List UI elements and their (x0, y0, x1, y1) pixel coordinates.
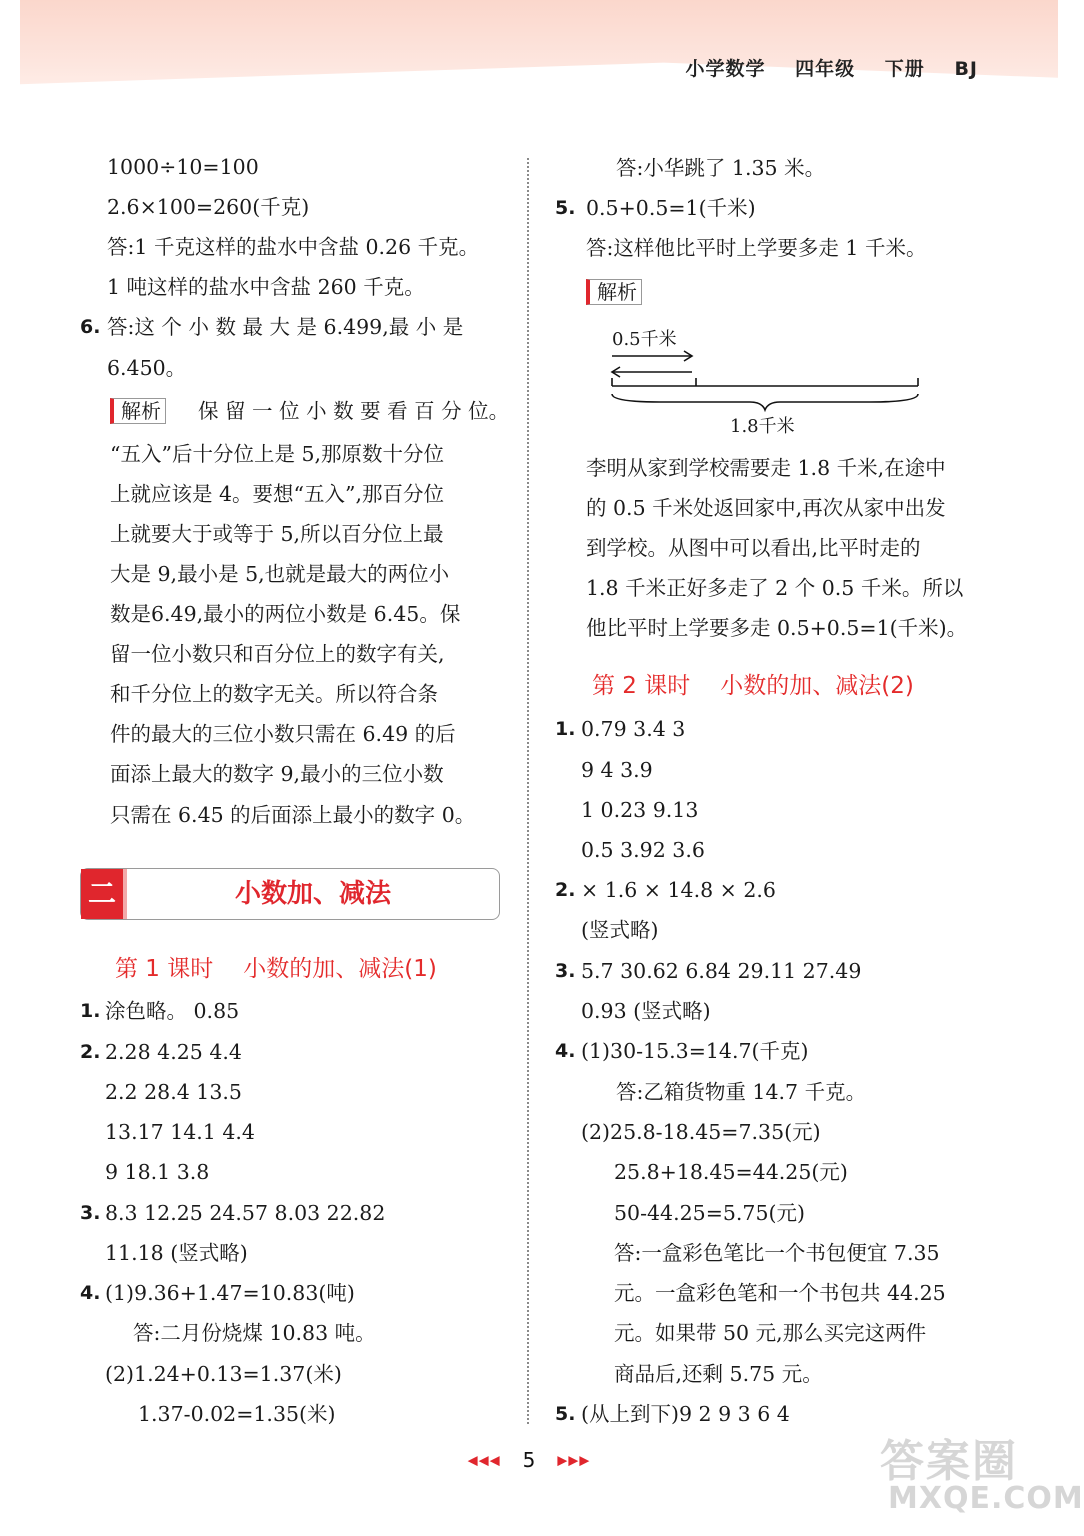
answer-line: 元。一盒彩色笔和一个书包共 44.25 (614, 1281, 946, 1305)
answer-line: 答:这 个 小 数 最 大 是 6.499,最 小 是 (107, 315, 464, 339)
answer-line: (1)30-15.3=14.7(千克) (581, 1039, 809, 1063)
lesson-label: 第 1 课时 (115, 956, 214, 982)
watermark-text: 答案圈 (880, 1436, 1018, 1487)
answer-line: 11.18 (竖式略) (105, 1241, 248, 1265)
analysis-line: 李明从家到学校需要走 1.8 千米,在途中 (586, 456, 946, 480)
total-brace (612, 394, 918, 410)
answer-line: 8.3 12.25 24.57 8.03 22.82 (105, 1201, 386, 1225)
analysis-line: 到学校。从图中可以看出,比平时走的 (586, 536, 921, 560)
answer-line: 25.8+18.45=44.25(元) (614, 1160, 848, 1184)
analysis-line: 上就要大于或等于 5,所以百分位上最 (110, 522, 444, 546)
analysis-line: “五入”后十分位上是 5,那原数十分位 (110, 442, 445, 466)
lesson-name: 小数的加、减法(1) (243, 956, 437, 982)
distance-diagram (600, 348, 930, 410)
analysis-line: 和千分位上的数字无关。所以符合条 (110, 682, 438, 706)
answer-line: 答:1 千克这样的盐水中含盐 0.26 千克。 (107, 235, 480, 259)
running-header (664, 54, 978, 81)
answer-line: 2.6×100=260(千克) (107, 195, 310, 219)
watermark-logo (880, 1425, 1084, 1525)
lesson-heading (592, 675, 914, 698)
section-title: 小数加、减法 (234, 879, 391, 909)
question-number: 3. (80, 1202, 101, 1224)
question-number: 1. (555, 718, 576, 740)
answer-line: 1 吨这样的盐水中含盐 260 千克。 (107, 275, 425, 299)
analysis-line: 保 留 一 位 小 数 要 看 百 分 位。 (198, 399, 510, 423)
section-badge: 二 (81, 869, 123, 919)
answer-line: 涂色略。 0.85 (105, 999, 240, 1023)
analysis-line: 只需在 6.45 的后面添上最小的数字 0。 (110, 803, 476, 827)
watermark-url: MXQE.COM (888, 1481, 1084, 1516)
question-number: 3. (555, 960, 576, 982)
analysis-line: 数是6.49,最小的两位小数是 6.45。保 (110, 602, 461, 626)
prev-arrows-icon: ◀◀◀ (467, 1453, 501, 1469)
answer-line: 13.17 14.1 4.4 (105, 1120, 255, 1144)
answer-line: 50-44.25=5.75(元) (614, 1201, 806, 1225)
answer-line: 答:一盒彩色笔比一个书包便宜 7.35 (614, 1241, 940, 1265)
answer-line: 0.5+0.5=1(千米) (586, 196, 756, 220)
analysis-line: 上就应该是 4。要想“五入”,那百分位 (110, 482, 445, 506)
analysis-line: 他比平时上学要多走 0.5+0.5=1(千米)。 (586, 616, 968, 640)
answer-line: 元。如果带 50 元,那么买完这两件 (614, 1321, 927, 1345)
answer-line: × 1.6 × 14.8 × 2.6 (581, 878, 776, 902)
answer-line: 2.2 28.4 13.5 (105, 1080, 242, 1104)
section-heading (80, 868, 500, 920)
answer-line: 答:小华跳了 1.35 米。 (616, 156, 826, 180)
question-number: 4. (80, 1282, 101, 1304)
header-subject: 小学数学 (685, 58, 766, 80)
answer-line: 答:二月份烧煤 10.83 吨。 (133, 1321, 376, 1345)
header-volume: 下册 (884, 58, 925, 80)
analysis-line: 面添上最大的数字 9,最小的三位小数 (110, 762, 444, 786)
answer-line: 5.7 30.62 6.84 29.11 27.49 (581, 959, 862, 983)
question-number: 5. (555, 197, 576, 219)
answer-line: 2.28 4.25 4.4 (105, 1040, 242, 1064)
analysis-line: 留一位小数只和百分位上的数字有关, (110, 642, 445, 666)
answer-line: (从上到下)9 2 9 3 6 4 (581, 1402, 790, 1426)
question-number: 5. (555, 1403, 576, 1425)
header-edition: BJ (954, 58, 978, 80)
answer-line: 1 0.23 9.13 (581, 798, 699, 822)
analysis-line: 的 0.5 千米处返回家中,再次从家中出发 (586, 496, 946, 520)
header-grade: 四年级 (795, 58, 856, 80)
analysis-line: 大是 9,最小是 5,也就是最大的两位小 (110, 562, 450, 586)
answer-line: 0.5 3.92 3.6 (581, 838, 705, 862)
diagram-label-top: 0.5千米 (612, 329, 677, 350)
page-number: 5 (522, 1448, 536, 1472)
question-number: 2. (80, 1041, 101, 1063)
answer-line: 0.79 3.4 3 (581, 717, 686, 741)
lesson-name: 小数的加、减法(2) (720, 673, 914, 699)
analysis-tag: 解析 (586, 279, 642, 305)
answer-line: 答:这样他比平时上学要多走 1 千米。 (586, 236, 927, 260)
question-number: 4. (555, 1040, 576, 1062)
answer-line: 6.450。 (107, 356, 187, 380)
lesson-label: 第 2 课时 (592, 673, 691, 699)
question-number: 1. (80, 1000, 101, 1022)
answer-line: 1000÷10=100 (107, 155, 259, 179)
question-number: 6. (80, 316, 101, 338)
answer-line: 9 18.1 3.8 (105, 1160, 210, 1184)
analysis-line: 1.8 千米正好多走了 2 个 0.5 千米。所以 (586, 576, 964, 600)
question-number: 2. (555, 879, 576, 901)
answer-line: (2)25.8-18.45=7.35(元) (581, 1120, 821, 1144)
answer-line: 1.37-0.02=1.35(米) (138, 1402, 336, 1426)
analysis-line: 件的最大的三位小数只需在 6.49 的后 (110, 722, 456, 746)
diagram-label-bottom: 1.8千米 (730, 416, 795, 437)
answer-line: 0.93 (竖式略) (581, 999, 711, 1023)
answer-line: 答:乙箱货物重 14.7 千克。 (616, 1080, 867, 1104)
answer-line: 9 4 3.9 (581, 758, 653, 782)
next-arrows-icon: ▶▶▶ (557, 1453, 591, 1469)
answer-line: (竖式略) (581, 918, 659, 942)
analysis-tag: 解析 (110, 398, 166, 424)
answer-line: (1)9.36+1.47=10.83(吨) (105, 1281, 355, 1305)
column-divider (527, 158, 529, 1424)
lesson-heading (115, 958, 437, 981)
answer-line: (2)1.24+0.13=1.37(米) (105, 1362, 342, 1386)
answer-line: 商品后,还剩 5.75 元。 (614, 1362, 823, 1386)
